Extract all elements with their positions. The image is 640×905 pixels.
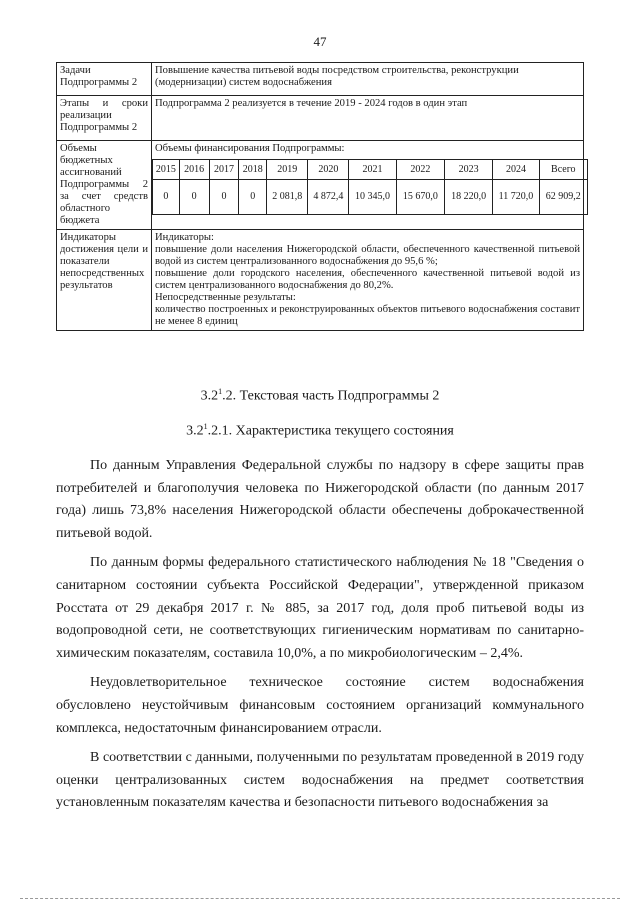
subsection-heading-rest: .2.1. Характеристика текущего состояния — [207, 423, 454, 439]
subprogram-passport-table — [56, 62, 584, 331]
section-heading-text-part — [0, 387, 640, 405]
funding-cell — [152, 141, 584, 230]
subsection-heading-prefix: 3.2 — [186, 423, 204, 439]
funding-year-cell: 2020 — [308, 160, 349, 180]
subsection-heading-superscript: 1 — [203, 422, 208, 431]
funding-value-cell: 0 — [153, 180, 180, 215]
funding-value-cell: 62 909,2 — [539, 180, 587, 215]
funding-year-cell: 2023 — [445, 160, 493, 180]
funding-value-cell: 4 872,4 — [308, 180, 349, 215]
stages-row — [57, 96, 584, 141]
funding-year-cell: 2016 — [179, 160, 209, 180]
tasks-label: Задачи Подпрограммы 2 — [57, 63, 152, 96]
paragraph-3: Неудовлетворительное техническое состояние систем водоснабжения обусловлено неустойчивым финансовым состоянием организаций коммунального комплекса, недостаточным финансированием отрасли. — [56, 675, 584, 736]
section-heading-rest: .2. Текстовая часть Подпрограммы 2 — [222, 388, 440, 404]
indicator-line-2: повышение доли городского населения, обеспеченного качественной питьевой водой из систем централизованного водоснабжения до 80,2%. — [155, 268, 580, 291]
scan-edge-line — [20, 898, 620, 899]
subsection-heading-current-state — [0, 422, 640, 440]
funding-row — [57, 141, 584, 230]
indicator-line-1: повышение доли населения Нижегородской области, обеспеченного качественной питьевой водой из систем централизованного водоснабжения до 95,6 %; — [155, 244, 580, 267]
results-title: Непосредственные результаты: — [155, 292, 296, 303]
funding-year-cell: 2017 — [209, 160, 239, 180]
funding-value-cell: 10 345,0 — [349, 180, 396, 215]
stages-value: Подпрограмма 2 реализуется в течение 2019 - 2024 годов в один этап — [152, 96, 584, 141]
funding-value-cell: 18 220,0 — [445, 180, 493, 215]
paragraph-1: По данным Управления Федеральной службы по надзору в сфере защиты прав потребителей и благополучия человека по Нижегородской области (по данным 2017 года) лишь 73,8% населения Нижегородской области обеспечены доброкачественной питьевой водой. — [56, 458, 584, 541]
indicators-cell — [152, 230, 584, 331]
funding-value-cell: 15 670,0 — [396, 180, 444, 215]
body-text — [56, 455, 584, 822]
paragraph-2: По данным формы федерального статистического наблюдения № 18 "Сведения о санитарном состоянии субъекта Российской Федерации", утвержденной приказом Росстата от 29 декабря 2017 г. № 885, за 2017 год, доля проб питьевой воды из водопроводной сети, не соответствующих гигиеническим нормативам по санитарно-химическим показателям, составила 10,0%, а по микробиологическим – 2,4%. — [56, 555, 584, 661]
funding-value-cell: 2 081,8 — [267, 180, 308, 215]
funding-title: Объемы финансирования Подпрограммы: — [155, 143, 345, 154]
paragraph-4: В соответствии с данными, полученными по результатам проведенной в 2019 году оценки централизованных систем водоснабжения на предмет соответствия установленным показателям качества и безопасности питьевого водоснабжения за — [56, 750, 584, 811]
funding-value-cell: 0 — [209, 180, 239, 215]
funding-value-cell: 11 720,0 — [493, 180, 539, 215]
funding-label: Объемы бюджетных ассигнований Подпрограммы 2 за счет средств областного бюджета — [57, 141, 152, 230]
indicators-row — [57, 230, 584, 331]
page-number: 47 — [313, 34, 327, 49]
funding-year-cell: 2021 — [349, 160, 396, 180]
tasks-value: Повышение качества питьевой воды посредством строительства, реконструкции (модернизации) систем водоснабжения — [152, 63, 584, 96]
funding-year-cell: 2015 — [153, 160, 180, 180]
funding-year-cell: 2019 — [267, 160, 308, 180]
result-line-1: количество построенных и реконструированных объектов питьевого водоснабжения составит не менее 8 единиц — [155, 304, 580, 327]
funding-year-cell: 2022 — [396, 160, 444, 180]
funding-years-row — [153, 160, 588, 180]
funding-year-cell: 2018 — [239, 160, 267, 180]
tasks-row — [57, 63, 584, 96]
funding-table — [152, 159, 588, 215]
funding-value-cell: 0 — [239, 180, 267, 215]
stages-label: Этапы и сроки реализации Подпрограммы 2 — [57, 96, 152, 141]
funding-year-cell: Всего — [539, 160, 587, 180]
funding-values-row — [153, 180, 588, 215]
section-heading-superscript: 1 — [218, 387, 223, 396]
indicators-title: Индикаторы: — [155, 232, 214, 243]
funding-value-cell: 0 — [179, 180, 209, 215]
funding-year-cell: 2024 — [493, 160, 539, 180]
indicators-label: Индикаторы достижения цели и показатели непосредственных результатов — [57, 230, 152, 331]
section-heading-prefix: 3.2 — [200, 388, 219, 404]
